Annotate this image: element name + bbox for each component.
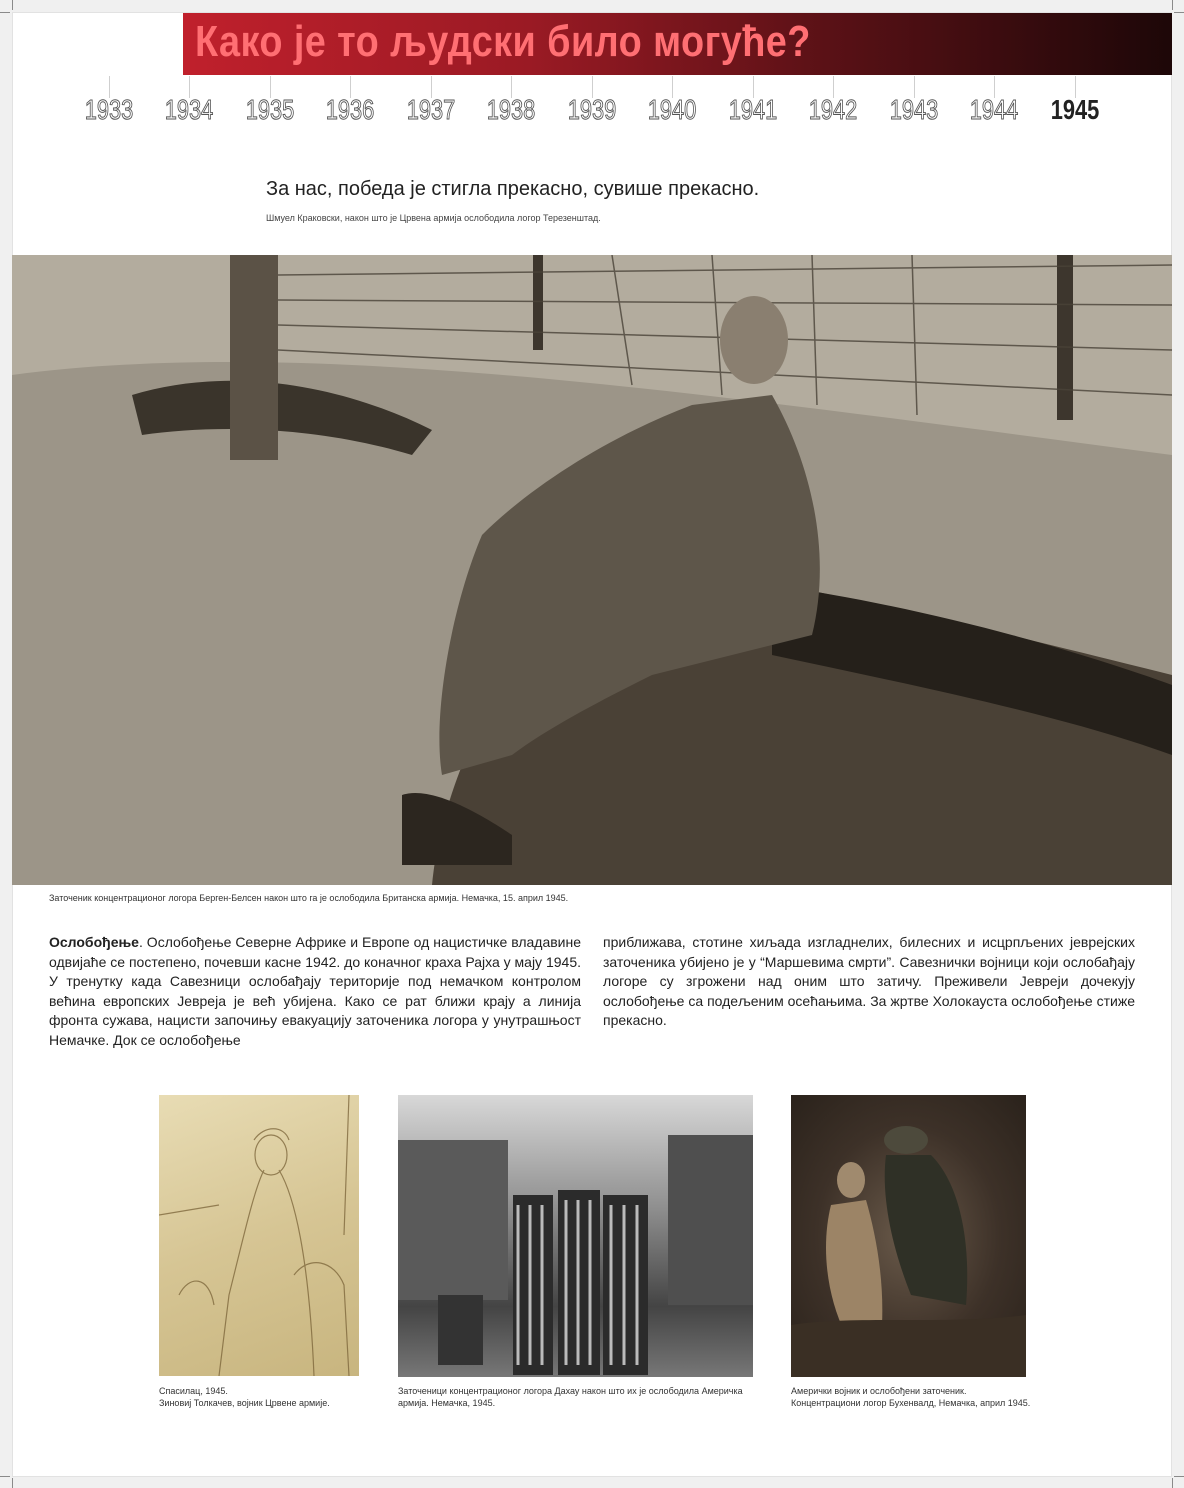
quote: За нас, победа је стигла прекасно, сувише прекасно. [266, 178, 760, 200]
gallery-caption-2-line1: Заточеници концентрационог логора Дахау након што их је ослободила Америчка [398, 1386, 743, 1396]
gallery-caption-1-line1: Спасилац, 1945. [159, 1386, 228, 1396]
timeline-year-1940: 1940 [647, 94, 697, 125]
gallery-caption-2-line2: армија. Немачка, 1945. [398, 1398, 496, 1408]
timeline-year-1941: 1941 [728, 94, 778, 125]
timeline-year-1945-active: 1945 [1050, 94, 1100, 125]
timeline [0, 76, 1184, 136]
crop-mark [0, 1476, 10, 1477]
gallery-caption-3-line1: Амерички војник и ослобођени заточеник. [791, 1386, 967, 1396]
crop-mark [12, 0, 13, 10]
main-photo-illustration [12, 255, 1172, 885]
timeline-year-1939: 1939 [567, 94, 617, 125]
main-photo-caption: Заточеник концентрационог логора Берген-Белсен након што га је ослободила Британска армија. Немачка, 15. април 1945. [49, 893, 569, 903]
crop-mark [1174, 1476, 1184, 1477]
gallery-caption-1-line2: Зиновиј Толкачев, војник Црвене армије. [159, 1398, 330, 1408]
body-text-1: . Ослобођење Северне Африке и Европе од нацистичке владавине одвијаће се постепено, почевши касне 1942. до коначног краха Рајха у мају 1945. У тренутку када Савезници ослобађају територије под немачком контролом већина европских Јевреја је већ убијена. Како се рат ближи крају а линија фронта сужава, нацисти започињу евакуацију заточеника логора у унутрашњост Немачке. Док се ослобођење [49, 934, 581, 1048]
body-column-1 [49, 933, 581, 1050]
crop-mark [0, 12, 10, 13]
crop-mark [1172, 0, 1173, 10]
gallery-caption-3 [791, 1385, 1111, 1409]
main-photo [12, 255, 1172, 885]
gallery-caption-3-line2: Концентрациони логор Бухенвалд, Немачка, април 1945. [791, 1398, 1031, 1408]
gallery-image-buchenwald [791, 1095, 1026, 1377]
buchenwald-illustration [791, 1095, 1026, 1377]
gallery-caption-2 [398, 1385, 758, 1409]
body-column-2: приближава, стотине хиљада изгладнелих, билесних и исцрпљених јеврејских заточеника убијено је у “Маршевима смрти”. Савезнички војници који ослобађају логоре су згрожени над оним што затичу. Преживели Јевреји дочекују ослобођење са подељеним осећањима. За жртве Холокауста ослобођење стиже прекасно. [603, 934, 1135, 1028]
timeline-year-1936: 1936 [325, 94, 375, 125]
crop-mark [1174, 12, 1184, 13]
timeline-year-1942: 1942 [808, 94, 858, 125]
timeline-year-1935: 1935 [245, 94, 295, 125]
drawing-illustration [159, 1095, 359, 1376]
dachau-illustration [398, 1095, 753, 1377]
page-title: Како је то људски било могуће? [195, 17, 811, 66]
timeline-year-1938: 1938 [486, 94, 536, 125]
gallery-caption-1 [159, 1385, 389, 1409]
gallery-image-drawing [159, 1095, 359, 1376]
quote-source: Шмуел Краковски, након што је Црвена армија ослободила логор Терезенштад. [266, 213, 601, 223]
body-heading: Ослобођење [49, 934, 139, 950]
timeline-year-1933: 1933 [84, 94, 134, 125]
crop-mark [1172, 1478, 1173, 1488]
timeline-year-1934: 1934 [164, 94, 214, 125]
crop-mark [12, 1478, 13, 1488]
timeline-year-1937: 1937 [406, 94, 456, 125]
gallery-image-dachau [398, 1095, 753, 1377]
timeline-year-1944: 1944 [969, 94, 1019, 125]
timeline-year-1943: 1943 [889, 94, 939, 125]
